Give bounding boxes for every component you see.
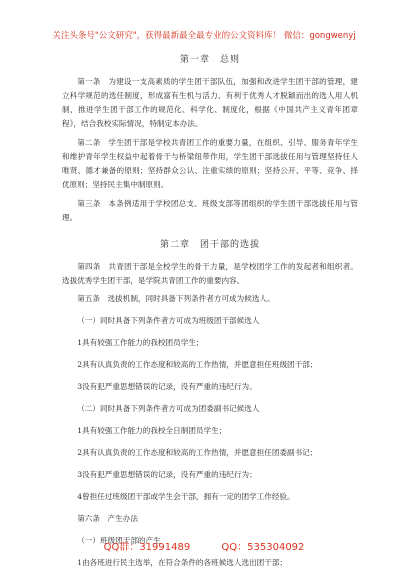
list-item: 4曾担任过班级团干部或学生会干部，拥有一定的团学工作经验。 <box>77 492 295 501</box>
list-item: 3没有犯严重思想错误的记录，没有严重的违纪行为。 <box>77 382 257 391</box>
list-item: 1具有较强工作能力的我校团员学生； <box>77 338 204 347</box>
qq-number: QQ：535304092 <box>221 542 305 553</box>
article-2: 第二条 学生团干部是学校共青团工作的重要力量，在组织、引导、服务青年学生和维护青年学生权益中起着骨干与桥梁纽带作用，学生团干部选拔任用与管理坚持任人唯贤、德才兼备的原则；坚持群众公认、注重实绩的原则；坚持公开、平等、竞争、择优原则；坚持民主集中制原则。 <box>62 138 358 189</box>
article-6: 第六条 产生办法 <box>77 514 138 523</box>
list-item: 1具有较强工作能力的我校全日制团员学生； <box>77 426 227 435</box>
article-4: 第四条 共青团干部是全校学生的骨干力量，是学校团学工作的发起者和组织者。选拔优秀学生团干部，是学院共青团工作的重要内容。 <box>62 262 358 285</box>
list-item: 1由各班进行民主选举，在符合条件的各班候选人选出团干部； <box>77 558 288 567</box>
header-banner: 关注头条号"公文研究"，获得最新最全最专业的公文资料库！ 微信：gongwenyj <box>52 31 356 41</box>
article-5: 第五条 选拔机制，同时具备下列条件者方可成为候选人。 <box>77 294 275 303</box>
chapter-1-title: 第一章 总则 <box>179 55 240 65</box>
list-item: 2具有认真负责的工作态度和较高的工作热情，并愿意担任班级团干部； <box>77 360 318 369</box>
footer-contact <box>0 538 408 553</box>
article-1: 第一条 为建设一支高素质的学生团干部队伍，加强和改进学生团干部的管理，建立科学规范的选任制度，形成富有生机与活力、有利于优秀人才脱颖而出的选人用人机制，推进学生团干部工作的规范化、科学化、制度化，根据《中国共产主义青年团章程》，结合我校实际情况，特制定本办法。 <box>62 77 358 128</box>
section-3-title: （一）班级团干部的产生 <box>77 536 161 545</box>
qq-group-number: QQ群：31991489 <box>103 542 191 553</box>
article-3: 第三条 本条例适用于学校团总支、班级支部等团组织的学生团干部选拔任用与管理。 <box>62 199 358 222</box>
section-1-title: （一）同时具备下列条件者方可成为班级团干部候选人 <box>77 316 260 325</box>
list-item: 2具有认真负责的工作态度和较高的工作热情，并愿意担任团委副书记； <box>77 448 318 457</box>
chapter-2-title: 第二章 团干部的选拔 <box>159 240 260 250</box>
list-item: 3没有犯严重思想错误的记录，没有严重的违纪行为； <box>77 470 257 479</box>
section-2-title: （二）同时具备下列条件者方可成为团委副书记候选人 <box>77 404 260 413</box>
document-body <box>62 52 358 579</box>
